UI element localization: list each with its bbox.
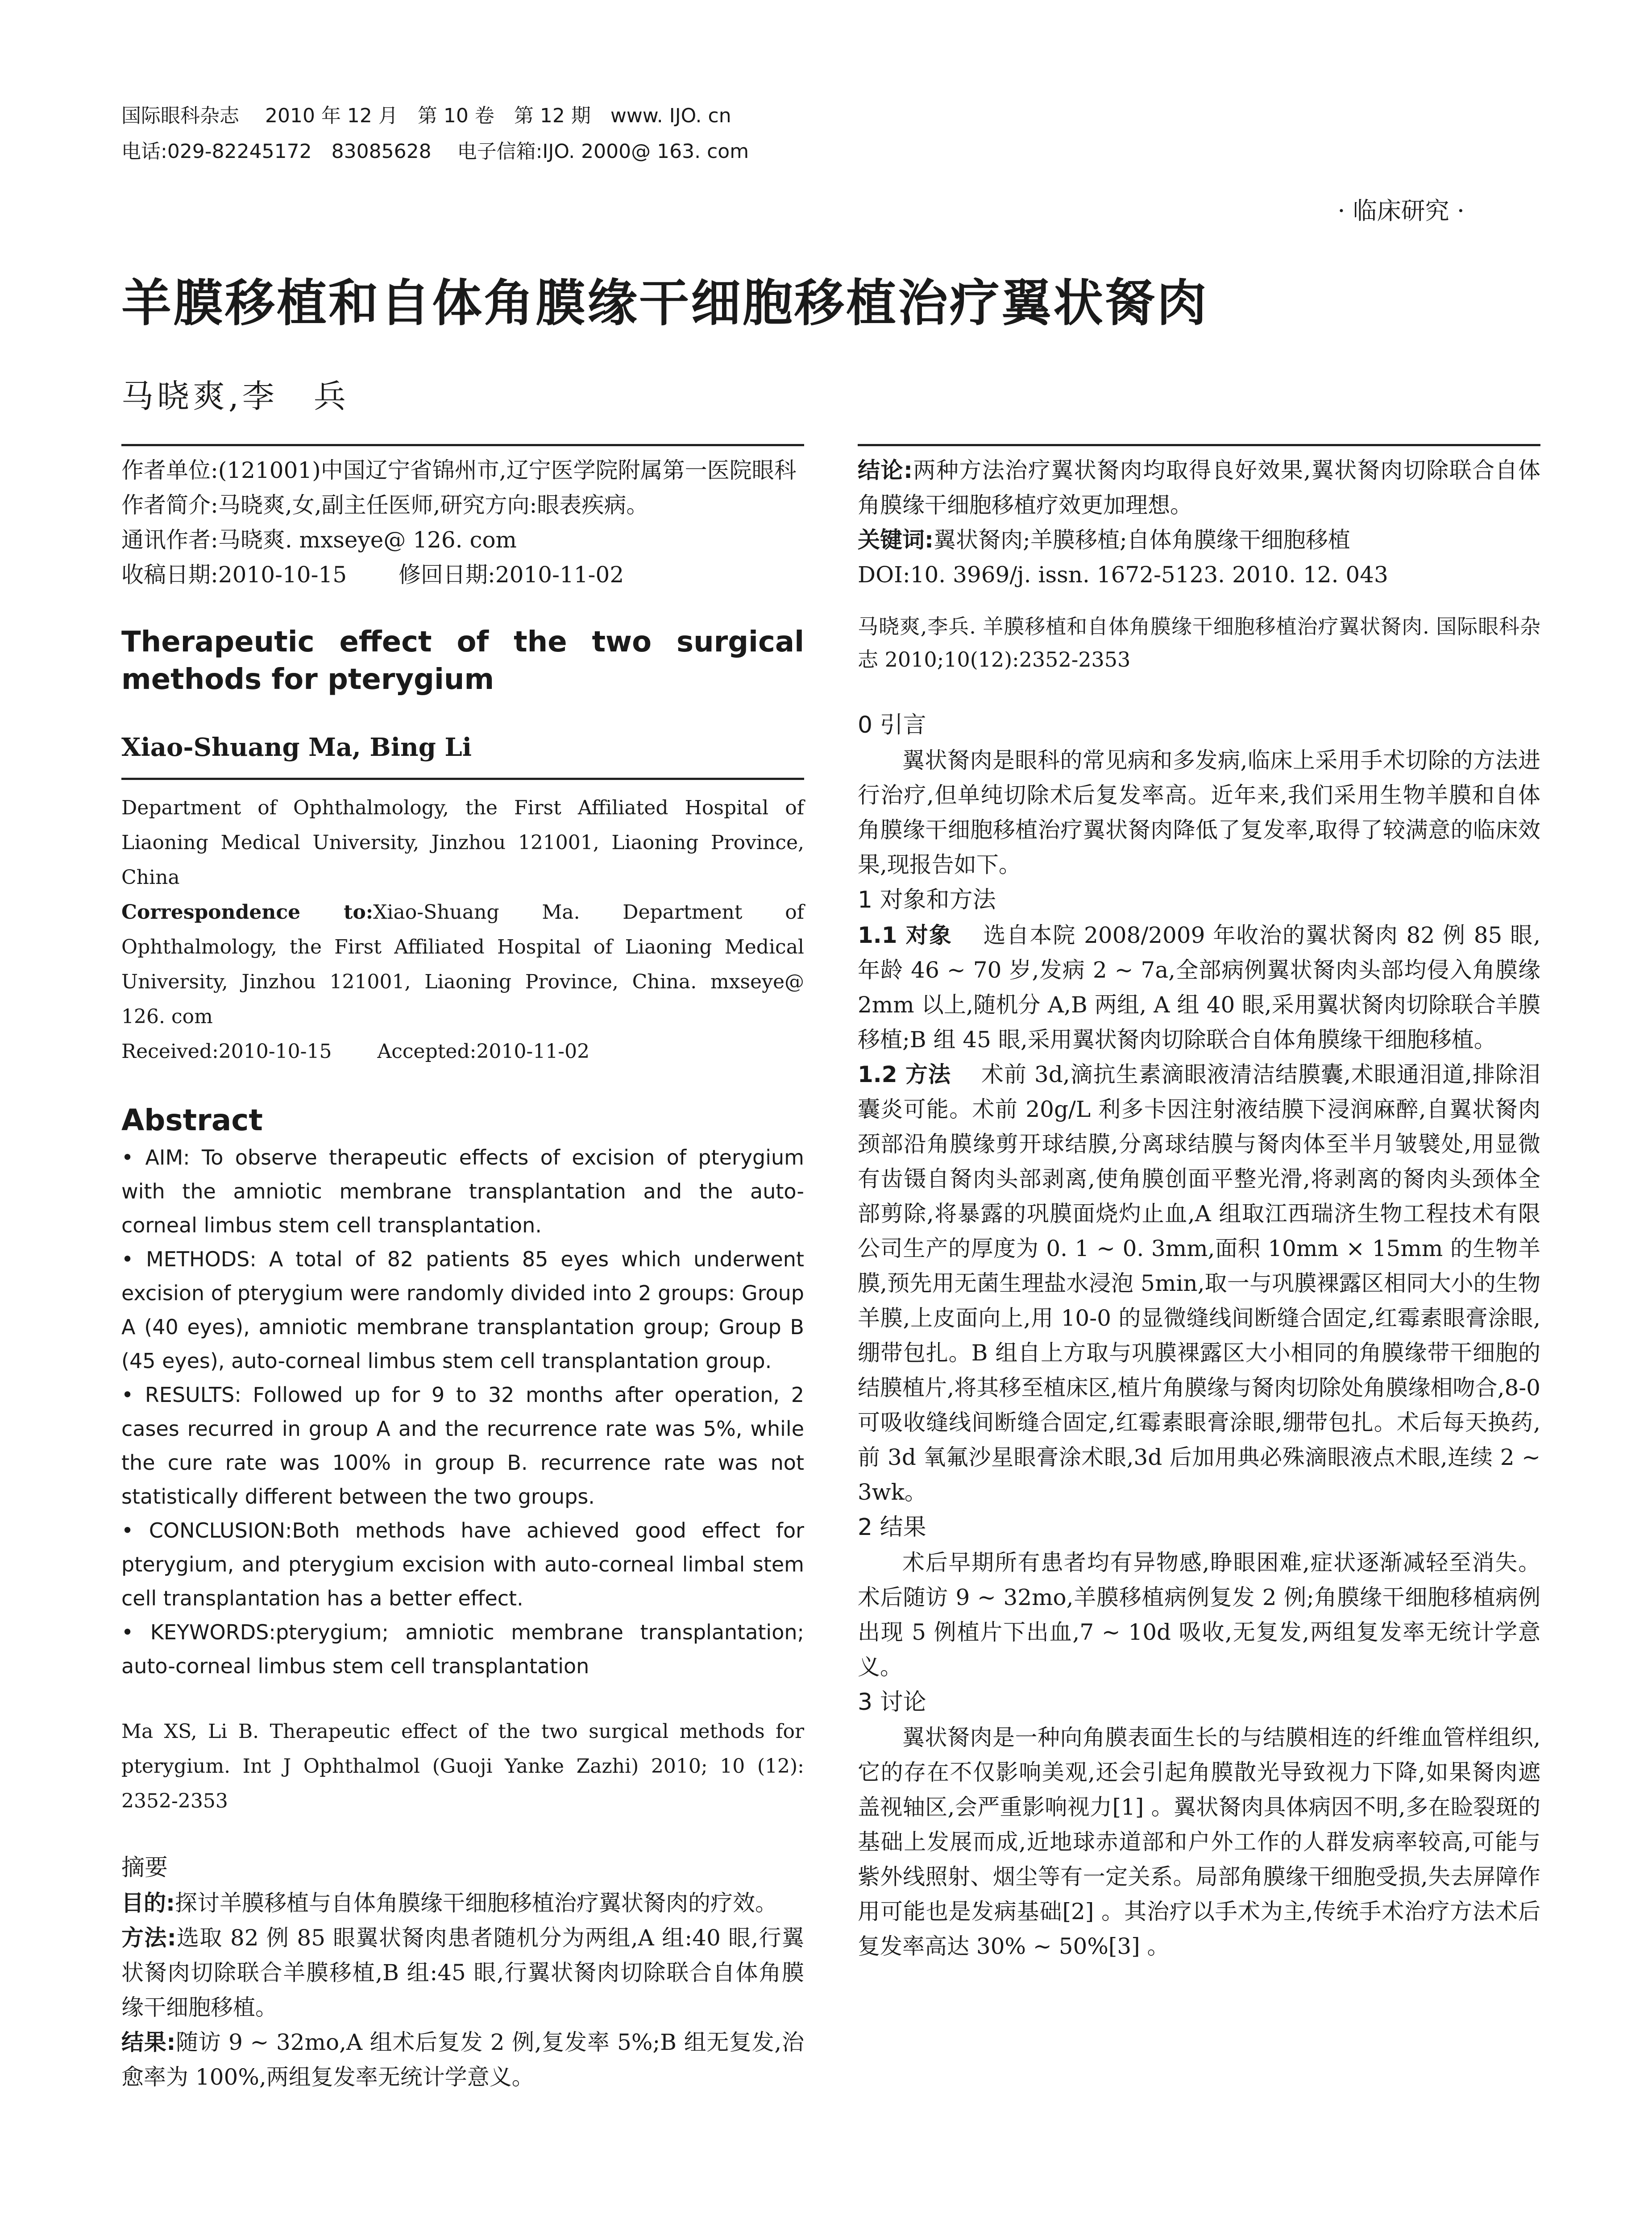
corresponding-author: 通讯作者:马晓爽. mxseye@ 126. com	[121, 527, 517, 553]
journal-header-line2: 电话:029-82245172 83085628 电子信箱:IJO. 2000@ 163. com	[121, 140, 749, 163]
s11-label: 1.1 对象	[858, 922, 952, 948]
abstract-keywords: • KEYWORDS:pterygium; amniotic membrane transplantation; auto-corneal limbus stem cell transplantation	[121, 1620, 804, 1678]
right-top-rule	[858, 444, 1540, 446]
left-top-rule	[121, 444, 804, 446]
zh-conclusion-label: 结论:	[858, 457, 913, 483]
abstract-conclusion: • CONCLUSION:Both methods have achieved good effect for pterygium, and pterygium excision with auto-corneal limbal stem cell transplantation has a better effect.	[121, 1518, 804, 1610]
section-tag: · 临床研究 ·	[1337, 197, 1465, 225]
section1-heading: 1 对象和方法	[858, 887, 996, 913]
doi: DOI:10. 3969/j. issn. 1672-5123. 2010. 12. 043	[858, 562, 1388, 588]
zh-aim-label: 目的:	[121, 1890, 175, 1916]
abstract-heading: Abstract	[121, 1103, 263, 1137]
author-bio: 作者简介:马晓爽,女,副主任医师,研究方向:眼表疾病。	[121, 492, 649, 518]
english-title: Therapeutic effect of the two surgical methods for pterygium	[121, 626, 804, 696]
intro-heading: 0 引言	[858, 712, 926, 738]
section2-text: 术后早期所有患者均有异物感,睁眼困难,症状逐渐减轻至消失。术后随访 9 ~ 32mo,羊膜移植病例复发 2 例;角膜缘干细胞移植病例出现 5 例植片下出血,7 ~ 10d 吸收,无复发,两组复发率无统计学意义。	[858, 1550, 1540, 1680]
zh-keywords	[858, 523, 1540, 557]
s11-text: 选自本院 2008/2009 年收治的翼状胬肉 82 例 85 眼,年龄 46 ~ 70 岁,发病 2 ~ 7a,全部病例翼状胬肉头部均侵入角膜缘 2mm 以上,随机分 A,B 两组, A 组 40 眼,采用翼状胬肉切除联合羊膜移植;B 组 45 眼,采用翼状胬肉切除联合自体角膜缘干细胞移植。	[858, 922, 1540, 1053]
section3-heading: 3 讨论	[858, 1689, 926, 1716]
english-citation: Ma XS, Li B. Therapeutic effect of the two surgical methods for pterygium. Int J Ophthalmol (Guoji Yanke Zazhi) 2010; 10 (12): 2352-2353	[121, 1720, 804, 1812]
s12-label: 1.2 方法	[858, 1062, 951, 1087]
zh-keywords-label: 关键词:	[858, 527, 934, 553]
english-department: Department of Ophthalmology, the First Affiliated Hospital of Liaoning Medical University, Jinzhou 121001, Liaoning Province, China	[121, 796, 804, 889]
abstract-aim: • AIM: To observe therapeutic effects of excision of pterygium with the amniotic membrane transplantation and the auto-corneal limbus stem cell transplantation.	[121, 1145, 804, 1237]
zh-methods-text: 选取 82 例 85 眼翼状胬肉患者随机分为两组,A 组:40 眼,行翼状胬肉切除联合羊膜移植,B 组:45 眼,行翼状胬肉切除联合自体角膜缘干细胞移植。	[121, 1925, 804, 2020]
zh-results-text: 随访 9 ~ 32mo,A 组术后复发 2 例,复发率 5%;B 组无复发,治愈率为 100%,两组复发率无统计学意义。	[121, 2029, 804, 2090]
english-dates: Received:2010-10-15 Accepted:2010-11-02	[121, 1040, 590, 1063]
right-column	[858, 453, 1540, 1964]
correspondence-label: Correspondence to:	[121, 901, 374, 924]
abstract-results: • RESULTS: Followed up for 9 to 32 months after operation, 2 cases recurred in group A and the recurrence rate was 5%, while the cure rate was 100% in group B. recurrence rate was not statistically different between the two groups.	[121, 1383, 804, 1509]
section2-heading: 2 结果	[858, 1514, 926, 1541]
received-dates: 收稿日期:2010-10-15 修回日期:2010-11-02	[121, 562, 624, 588]
intro-text: 翼状胬肉是眼科的常见病和多发病,临床上采用手术切除的方法进行治疗,但单纯切除术后复发率高。近年来,我们采用生物羊膜和自体角膜缘干细胞移植治疗翼状胬肉降低了复发率,取得了较满意的临床效果,现报告如下。	[858, 747, 1540, 878]
zh-abstract-heading: 摘要	[121, 1854, 168, 1881]
zh-methods-label: 方法:	[121, 1925, 176, 1951]
zh-aim	[121, 1886, 804, 1920]
correspondence-text: Xiao-Shuang Ma. Department of Ophthalmology, the First Affiliated Hospital of Liaoning Medical University, Jinzhou 121001, Liaoning Province, China. mxseye@ 126. com	[121, 901, 804, 1028]
zh-results	[121, 2025, 804, 2094]
section1-1	[858, 918, 1540, 1057]
journal-header-line1: 国际眼科杂志 2010 年 12 月 第 10 卷 第 12 期 www. IJO. cn	[121, 104, 731, 127]
zh-conclusion-text: 两种方法治疗翼状胬肉均取得良好效果,翼状胬肉切除联合自体角膜缘干细胞移植疗效更加理想。	[858, 457, 1540, 518]
zh-keywords-text: 翼状胬肉;羊膜移植;自体角膜缘干细胞移植	[934, 527, 1350, 553]
zh-methods	[121, 1920, 804, 2025]
section1-2	[858, 1057, 1540, 1509]
english-correspondence	[121, 895, 804, 1034]
left-column	[121, 453, 804, 2094]
authors-cn: 马晓爽,李 兵	[121, 377, 349, 415]
zh-aim-text: 探讨羊膜移植与自体角膜缘干细胞移植治疗翼状胬肉的疗效。	[175, 1890, 777, 1916]
english-authors: Xiao-Shuang Ma, Bing Li	[121, 733, 472, 762]
zh-results-label: 结果:	[121, 2029, 176, 2055]
s12-text: 术前 3d,滴抗生素滴眼液清洁结膜囊,术眼通泪道,排除泪囊炎可能。术前 20g/L 利多卡因注射液结膜下浸润麻醉,自翼状胬肉颈部沿角膜缘剪开球结膜,分离球结膜与胬肉体至半月皱襞处,用显微有齿镊自胬肉头部剥离,使角膜创面平整光滑,将剥离的胬肉头颈体全部剪除,将暴露的巩膜面烧灼止血,A 组取江西瑞济生物工程技术有限公司生产的厚度为 0. 1 ~ 0. 3mm,面积 10mm × 15mm 的生物羊膜,预先用无菌生理盐水浸泡 5min,取一与巩膜裸露区相同大小的生物羊膜,上皮面向上,用 10-0 的显微缝线间断缝合固定,红霉素眼膏涂眼,绷带包扎。B 组自上方取与巩膜裸露区大小相同的角膜缘带干细胞的结膜植片,将其移至植床区,植片角膜缘与胬肉切除处角膜缘相吻合,8-0 可吸收缝线间断缝合固定,红霉素眼膏涂眼,绷带包扎。术后每天换药,前 3d 氧氟沙星眼膏涂术眼,3d 后加用典必殊滴眼液点术眼,连续 2 ~ 3wk。	[858, 1062, 1540, 1505]
zh-citation: 马晓爽,李兵. 羊膜移植和自体角膜缘干细胞移植治疗翼状胬肉. 国际眼科杂志 2010;10(12):2352-2353	[858, 614, 1540, 672]
section3-text: 翼状胬肉是一种向角膜表面生长的与结膜相连的纤维血管样组织,它的存在不仅影响美观,还会引起角膜散光导致视力下降,如果胬肉遮盖视轴区,会严重影响视力[1] 。翼状胬肉具体病因不明,多在睑裂斑的基础上发展而成,近地球赤道部和户外工作的人群发病率较高,可能与紫外线照射、烟尘等有一定关系。局部角膜缘干细胞受损,失去屏障作用可能也是发病基础[2] 。其治疗以手术为主,传统手术治疗方法术后复发率高达 30% ~ 50%[3] 。	[858, 1725, 1540, 1959]
zh-conclusion	[858, 453, 1540, 523]
english-authors-rule	[121, 778, 804, 780]
author-unit: 作者单位:(121001)中国辽宁省锦州市,辽宁医学院附属第一医院眼科	[121, 457, 797, 483]
abstract-methods: • METHODS: A total of 82 patients 85 eyes which underwent excision of pterygium were randomly divided into 2 groups: Group A (40 eyes), amniotic membrane transplantation group; Group B (45 eyes), auto-corneal limbus stem cell transplantation group.	[121, 1247, 804, 1373]
article-title: 羊膜移植和自体角膜缘干细胞移植治疗翼状胬肉	[121, 274, 1208, 332]
